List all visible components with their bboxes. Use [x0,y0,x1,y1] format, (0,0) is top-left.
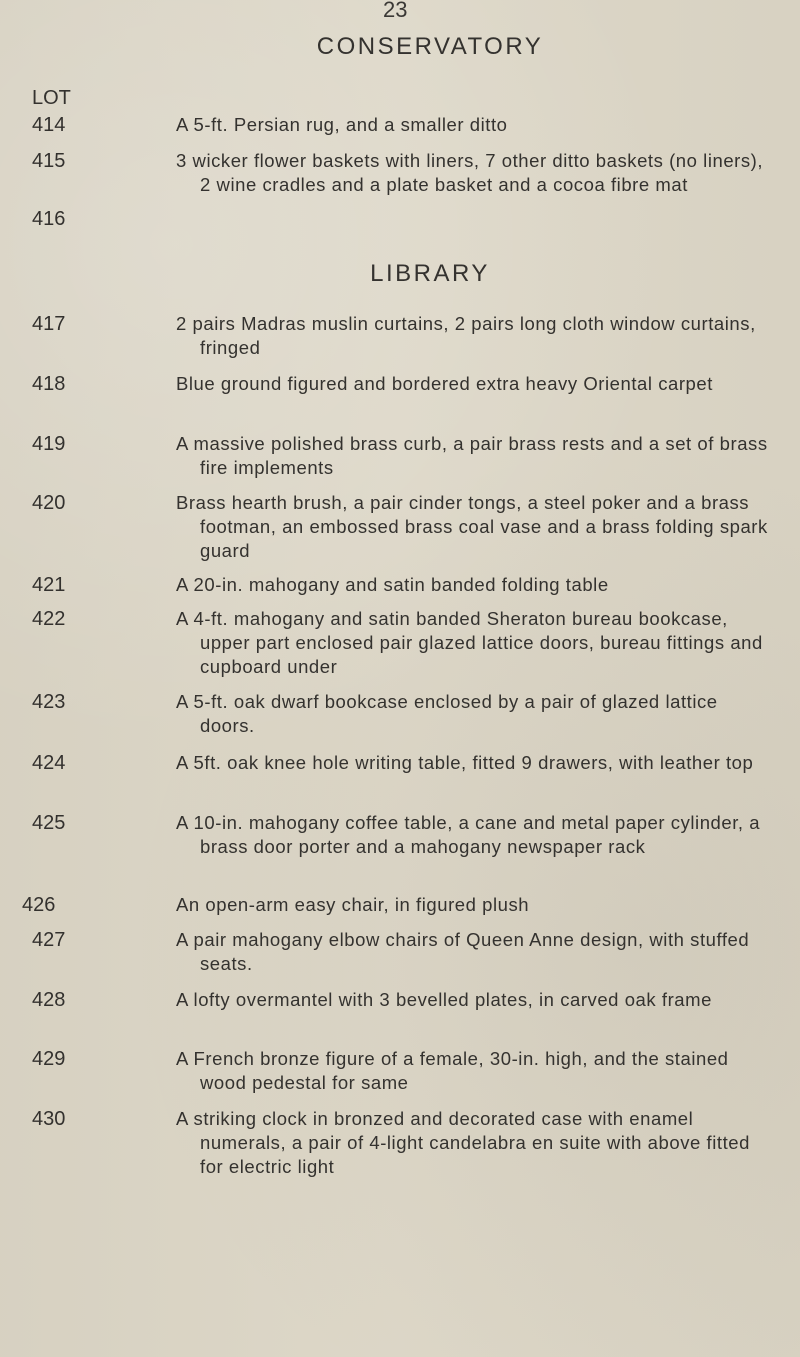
page-number: 23 [383,0,408,22]
lot-number: 419 [32,433,66,455]
lot-description: A 5-ft. oak dwarf bookcase enclosed by a pair of glazed lattice doors. [176,691,718,736]
lot-number: 414 [32,114,66,136]
lot-number: 416 [32,208,66,230]
lot-description: A 5ft. oak knee hole writing table, fitted 9 drawers, with leather top [176,752,754,773]
lot-number: 430 [32,1108,66,1130]
lot-number: 428 [32,989,66,1011]
section-heading-conservatory: CONSERVATORY [316,33,544,60]
lot-description: 3 wicker flower baskets with liners, 7 other ditto baskets (no liners), 2 wine cradles and a plate basket and a cocoa fibre mat [176,150,764,195]
lot-description: An open-arm easy chair, in figured plush [176,894,530,915]
lot-description: A 5-ft. Persian rug, and a smaller ditto [176,114,508,135]
section-heading-library: LIBRARY [370,260,490,287]
lot-description: A 4-ft. mahogany and satin banded Sheraton bureau bookcase, upper part enclosed pair glazed lattice doors, bureau fittings and cupboard under [176,608,763,677]
lot-description: Brass hearth brush, a pair cinder tongs, a steel poker and a brass footman, an embossed brass coal vase and a brass folding spark guard [176,492,768,561]
lot-description: A 20-in. mahogany and satin banded folding table [176,574,609,595]
lot-description: A lofty overmantel with 3 bevelled plates, in carved oak frame [176,989,712,1010]
lot-description: A 10-in. mahogany coffee table, a cane and metal paper cylinder, a brass door porter and a mahogany newspaper rack [176,812,761,857]
lot-number: 429 [32,1048,66,1070]
lot-number: 418 [32,373,66,395]
lot-description: A French bronze figure of a female, 30-in. high, and the stained wood pedestal for same [176,1048,729,1093]
lot-number: 420 [32,492,66,514]
lot-number: 421 [32,574,66,596]
lot-number: 424 [32,752,66,774]
lot-number: 415 [32,150,66,172]
lot-description: A massive polished brass curb, a pair brass rests and a set of brass fire implements [176,433,768,478]
lot-description: A striking clock in bronzed and decorated case with enamel numerals, a pair of 4-light candelabra en suite with above fitted for electric light [176,1108,750,1177]
lot-number: 422 [32,608,66,630]
lot-number: 425 [32,812,66,834]
lot-number: 417 [32,313,66,335]
lot-number: 427 [32,929,66,951]
lot-description: 2 pairs Madras muslin curtains, 2 pairs long cloth window curtains, fringed [176,313,756,358]
lot-number: 423 [32,691,66,713]
lot-column-label: LOT [32,87,71,109]
lot-number: 426 [22,894,56,916]
lot-description: Blue ground figured and bordered extra heavy Oriental carpet [176,373,713,394]
lot-description: A pair mahogany elbow chairs of Queen Anne design, with stuffed seats. [176,929,750,974]
